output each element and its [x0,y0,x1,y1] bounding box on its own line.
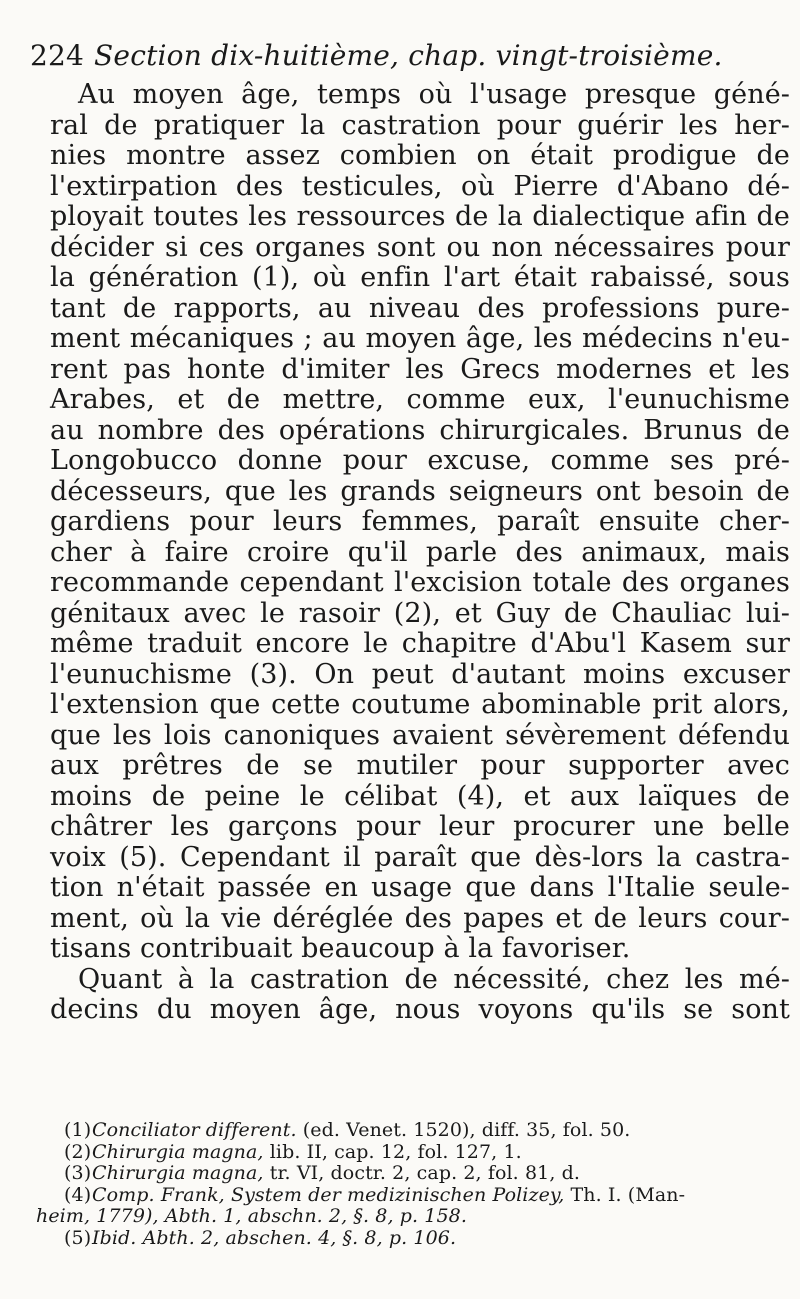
body-line: la génération (1), où enfin l'art était rabaissé, sous [50,262,790,293]
body-line: tisans contribuait beaucoup à la favoriser. [50,933,631,964]
body-line: Longobucco donne pour excuse, comme ses pré- [50,445,790,476]
footnote [64,1185,790,1207]
running-header [30,36,790,76]
footnote-source: Comp. Frank, System der medizinischen Polizey, [92,1183,565,1206]
body-line: décesseurs, que les grands seigneurs ont besoin de [50,475,790,507]
body-line: decins du moyen âge, nous voyons qu'ils se sont [50,994,790,1025]
footnote [64,1142,790,1164]
body-text [50,80,790,1026]
body-line: ment, où la vie déréglée des papes et de leurs cour- [50,902,790,934]
footnote [64,1120,790,1142]
body-line: cher à faire croire qu'il parle des animaux, mais [50,536,790,568]
footnote-number: (5) [64,1226,92,1249]
body-line: au nombre des opérations chirurgicales. Brunus de [50,414,790,446]
body-line: ment mécaniques ; au moyen âge, les médecins n'eu- [50,323,790,354]
body-line: génitaux avec le rasoir (2), et Guy de Chauliac lui- [50,597,790,629]
footnote-text: Th. I. (Man- [564,1183,686,1206]
footnote-text: lib. II, cap. 12, fol. 127, 1. [263,1140,522,1163]
footnote-number: (3) [64,1162,92,1184]
footnote-source: heim, 1779), Abth. 1, abschn. 2, §. 8, p. 158. [36,1205,467,1227]
body-line: tant de rapports, au niveau des professions pure- [50,292,790,324]
footnote-number: (2) [64,1140,92,1163]
body-line: Quant à la castration de nécessité, chez les mé- [78,963,790,995]
body-line: rent pas honte d'imiter les Grecs modernes et les [50,353,790,385]
body-line: moins de peine le célibat (4), et aux laïques de [50,780,790,812]
footnote-source: Conciliator different. [92,1119,297,1141]
body-line: gardiens pour leurs femmes, paraît ensuite cher- [50,506,790,537]
footnote-number: (4) [64,1183,92,1206]
running-title: Section dix-huitième, chap. vingt-troisième. [94,39,723,72]
footnote-source: Ibid. Abth. 2, abschen. 4, §. 8, p. 106. [92,1226,457,1249]
body-line: l'extirpation des testicules, où Pierre d'Abano dé- [50,170,790,202]
body-line: ral de pratiquer la castration pour guérir les her- [50,109,790,141]
body-line: même traduit encore le chapitre d'Abu'l Kasem sur [50,628,790,659]
body-line: ployait toutes les ressources de la dialectique afin de [50,201,790,232]
body-line: Arabes, et de mettre, comme eux, l'eunuchisme [50,384,790,415]
page-number: 224 [30,39,85,72]
body-line: tion n'était passée en usage que dans l'Italie seule- [50,872,790,903]
body-line: recommande cependant l'excision totale des organes [50,567,790,598]
footnote-number: (1) [64,1119,92,1141]
footnote-text: (ed. Venet. 1520), diff. 35, fol. 50. [296,1119,631,1141]
footnote-source: Chirurgia magna, [92,1140,264,1163]
body-line: nies montre assez combien on était prodigue de [50,140,790,171]
body-line: que les lois canoniques avaient sévèrement défendu [50,719,790,751]
footnote-text: tr. VI, doctr. 2, cap. 2, fol. 81, d. [263,1162,581,1184]
footnotes [36,1119,790,1249]
body-line: l'extension que cette coutume abominable prit alors, [50,689,790,720]
body-line: aux prêtres de se mutiler pour supporter avec [50,750,790,781]
footnote-source: Chirurgia magna, [92,1162,264,1184]
body-line: châtrer les garçons pour leur procurer une belle [50,811,790,842]
footnote [64,1163,790,1185]
body-line: Au moyen âge, temps où l'usage presque géné- [78,79,790,110]
body-line: voix (5). Cependant il paraît que dès-lors la castra- [50,841,790,873]
footnote-continuation [36,1206,790,1228]
body-line: l'eunuchisme (3). On peut d'autant moins excuser [50,658,790,690]
footnote [64,1228,790,1250]
body-line: décider si ces organes sont ou non nécessaires pour [50,231,790,263]
